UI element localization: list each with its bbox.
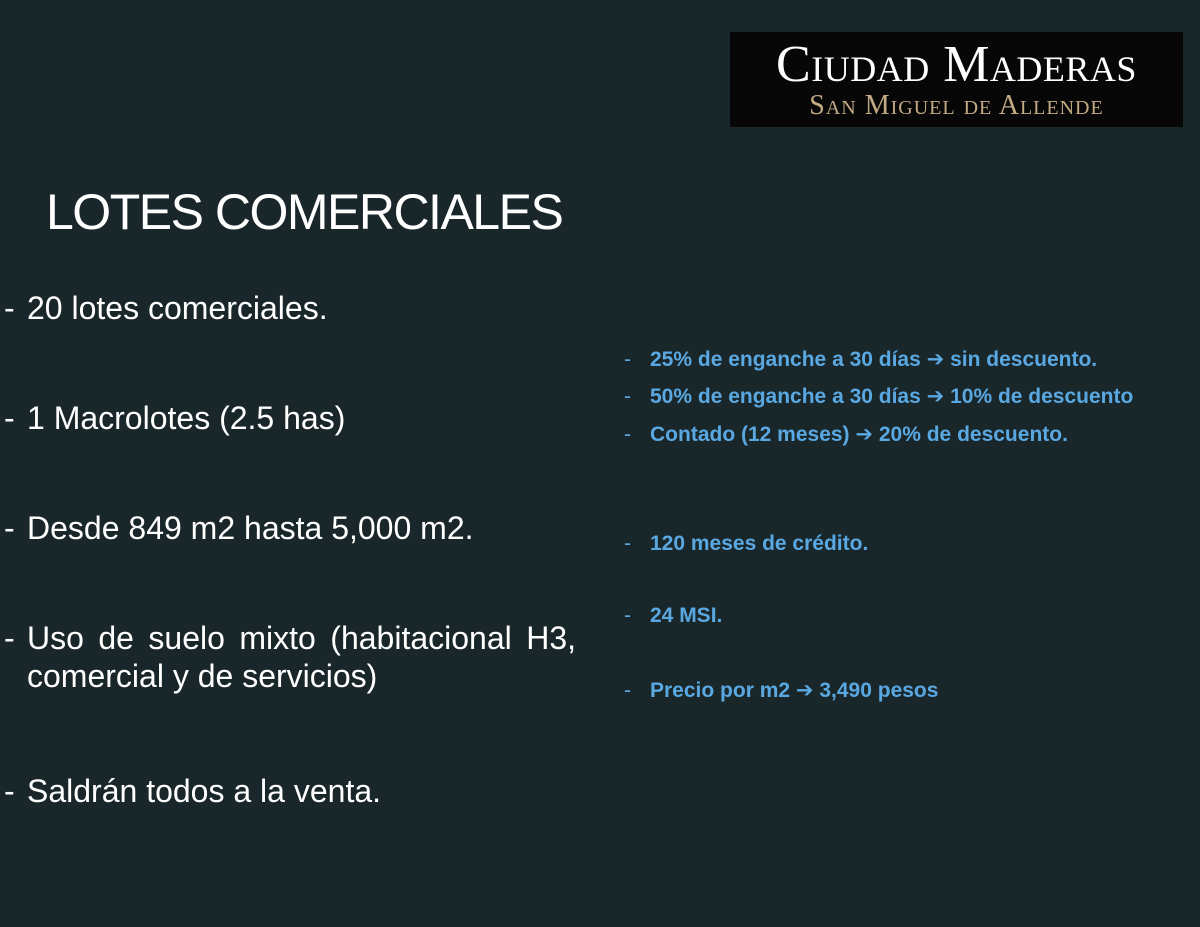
credit-term-text: 120 meses de crédito. bbox=[650, 532, 869, 555]
payment-option-result: 20% de descuento. bbox=[878, 423, 1068, 446]
payment-option-label: 50% de enganche a 30 días bbox=[650, 385, 921, 408]
left-list-item bbox=[4, 289, 576, 327]
list-bullet: - bbox=[4, 510, 15, 546]
list-item-text: Uso de suelo mixto (habitacional H3, comercial y de servicios) bbox=[27, 620, 576, 694]
list-bullet: - bbox=[4, 400, 15, 436]
price-value: 3,490 pesos bbox=[819, 679, 939, 702]
credit-term-item bbox=[624, 531, 868, 557]
payment-option-label: Contado (12 meses) bbox=[650, 423, 850, 446]
payment-option-item bbox=[624, 383, 1133, 410]
list-item-text: Saldrán todos a la venta. bbox=[27, 773, 382, 809]
payment-option-item bbox=[624, 421, 1068, 448]
list-item-text: 20 lotes comerciales. bbox=[27, 290, 328, 326]
price-label: Precio por m2 bbox=[650, 679, 791, 702]
left-list-item bbox=[4, 509, 576, 547]
arrow-right-icon: ➔ bbox=[795, 678, 814, 702]
list-bullet: - bbox=[624, 385, 631, 408]
list-bullet: - bbox=[624, 423, 631, 446]
list-item-text: Desde 849 m2 hasta 5,000 m2. bbox=[27, 510, 474, 546]
payment-option-result: sin descuento. bbox=[950, 348, 1098, 371]
payment-option-item bbox=[624, 346, 1097, 373]
list-bullet: - bbox=[4, 620, 15, 656]
logo-brand-name: Ciudad Maderas bbox=[776, 36, 1137, 93]
list-bullet: - bbox=[4, 290, 15, 326]
list-bullet: - bbox=[624, 679, 631, 702]
left-list-item bbox=[4, 619, 576, 695]
list-bullet: - bbox=[624, 604, 631, 627]
payment-option-label: 25% de enganche a 30 días bbox=[650, 348, 921, 371]
page-title: LOTES COMERCIALES bbox=[46, 184, 563, 240]
price-item bbox=[624, 677, 938, 704]
left-list-item bbox=[4, 399, 576, 437]
list-bullet: - bbox=[624, 348, 631, 371]
msi-text: 24 MSI. bbox=[650, 604, 723, 627]
list-bullet: - bbox=[624, 532, 631, 555]
arrow-right-icon: ➔ bbox=[855, 422, 874, 446]
msi-item bbox=[624, 603, 722, 629]
left-list-item bbox=[4, 772, 576, 810]
payment-option-result: 10% de descuento bbox=[950, 385, 1134, 408]
arrow-right-icon: ➔ bbox=[926, 384, 945, 408]
arrow-right-icon: ➔ bbox=[926, 347, 945, 371]
ciudad-maderas-logo bbox=[730, 32, 1183, 127]
logo-location: San Miguel de Allende bbox=[809, 90, 1104, 121]
list-item-text: 1 Macrolotes (2.5 has) bbox=[27, 400, 346, 436]
list-bullet: - bbox=[4, 773, 15, 809]
